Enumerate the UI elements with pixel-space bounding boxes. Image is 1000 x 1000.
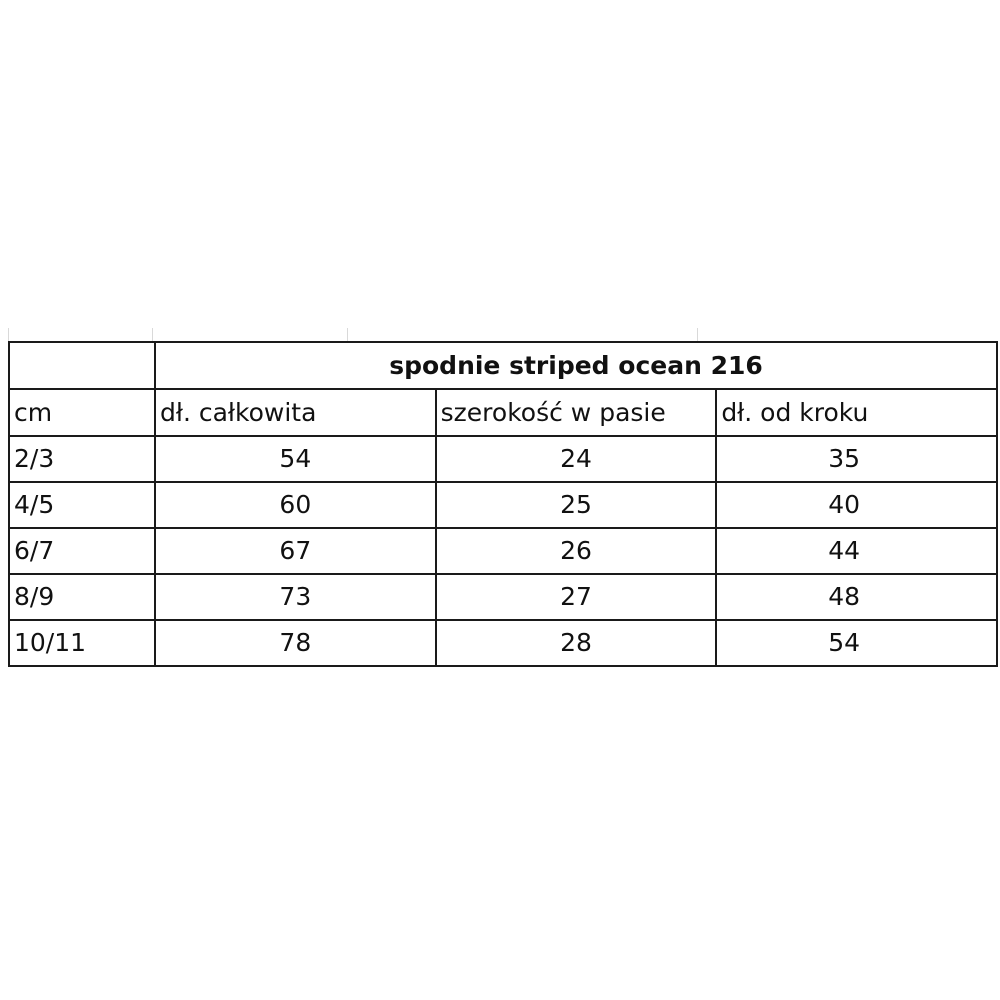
header-waist-width: szerokość w pasie	[436, 389, 717, 436]
total-length-cell: 78	[155, 620, 436, 666]
inseam-cell: 40	[716, 482, 997, 528]
total-length-cell: 73	[155, 574, 436, 620]
waist-width-cell: 26	[436, 528, 717, 574]
table-row	[9, 620, 997, 666]
waist-width-cell: 28	[436, 620, 717, 666]
size-cell: 4/5	[9, 482, 155, 528]
header-inseam: dł. od kroku	[716, 389, 997, 436]
size-cell: 2/3	[9, 436, 155, 482]
table-row	[9, 482, 997, 528]
table-title: spodnie striped ocean 216	[155, 342, 997, 389]
table-row	[9, 528, 997, 574]
size-cell: 6/7	[9, 528, 155, 574]
size-cell: 8/9	[9, 574, 155, 620]
inseam-cell: 35	[716, 436, 997, 482]
header-size: cm	[9, 389, 155, 436]
gridline	[697, 328, 698, 342]
inseam-cell: 54	[716, 620, 997, 666]
inseam-cell: 44	[716, 528, 997, 574]
waist-width-cell: 24	[436, 436, 717, 482]
size-chart-table	[8, 341, 998, 667]
header-total-length: dł. całkowita	[155, 389, 436, 436]
gridline	[347, 328, 348, 342]
waist-width-cell: 25	[436, 482, 717, 528]
table-row	[9, 574, 997, 620]
table-title-row	[9, 342, 997, 389]
total-length-cell: 54	[155, 436, 436, 482]
empty-corner-cell	[9, 342, 155, 389]
waist-width-cell: 27	[436, 574, 717, 620]
size-cell: 10/11	[9, 620, 155, 666]
table-row	[9, 436, 997, 482]
inseam-cell: 48	[716, 574, 997, 620]
total-length-cell: 67	[155, 528, 436, 574]
table-header-row	[9, 389, 997, 436]
gridline	[8, 328, 9, 342]
total-length-cell: 60	[155, 482, 436, 528]
gridline	[152, 328, 153, 342]
